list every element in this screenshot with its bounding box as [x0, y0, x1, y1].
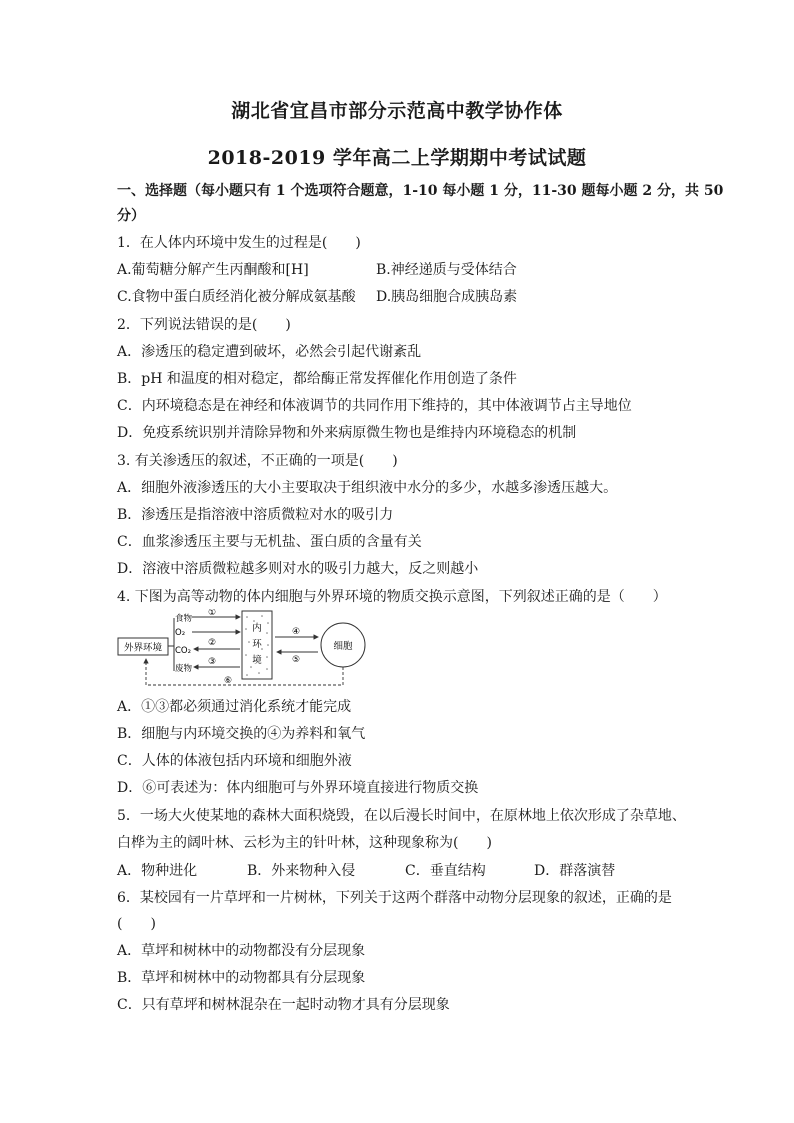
- q6-option-a: A．草坪和树林中的动物都没有分层现象: [117, 943, 366, 959]
- q1-option-d: D.胰岛细胞合成胰岛素: [376, 289, 518, 305]
- q5-option-b: B．外来物种入侵: [247, 863, 356, 879]
- label-n2: ②: [208, 638, 217, 648]
- q5-option-c: C．垂直结构: [405, 863, 486, 879]
- cell-label: 细胞: [333, 641, 353, 652]
- exam-title-line1: 湖北省宜昌市部分示范高中教学协作体: [231, 100, 563, 122]
- q3-option-b: B．渗透压是指溶液中溶质微粒对水的吸引力: [117, 507, 394, 523]
- q4-option-b: B．细胞与内环境交换的④为养料和氧气: [117, 726, 366, 742]
- label-n1: ①: [208, 609, 217, 618]
- q3-option-a: A．细胞外液渗透压的大小主要取决于组织液中水分的多少，水越多渗透压越大。: [117, 480, 618, 496]
- label-waste: 废物: [175, 664, 193, 674]
- label-n3: ③: [208, 657, 217, 667]
- exam-title-line2: 2018-2019 学年高二上学期期中考试试题: [207, 147, 587, 169]
- q4-option-d: D．⑥可表述为：体内细胞可与外界环境直接进行物质交换: [117, 780, 479, 796]
- q4-option-a: A．①③都必须通过消化系统才能完成: [117, 699, 352, 715]
- q3-option-c: C．血浆渗透压主要与无机盐、蛋白质的含量有关: [117, 534, 422, 550]
- q1-option-c: C.食物中蛋白质经消化被分解成氨基酸: [117, 289, 356, 305]
- q3-option-d: D．溶液中溶质微粒越多则对水的吸引力越大，反之则越小: [117, 561, 479, 577]
- q5-option-d: D．群落演替: [534, 863, 616, 879]
- q1-stem: 1．在人体内环境中发生的过程是( ): [117, 235, 361, 251]
- label-o2: O₂: [175, 628, 186, 638]
- label-n4: ④: [292, 627, 301, 637]
- q3-stem: 3. 有关渗透压的叙述，不正确的一项是( ): [117, 453, 398, 469]
- q2-option-c: C．内环境稳态是在神经和体液调节的共同作用下维持的，其中体液调节占主导地位: [117, 398, 632, 414]
- outer-environment-label: 外界环境: [123, 642, 163, 654]
- q6-stem-cont: ( ): [117, 916, 156, 932]
- q2-option-d: D．免疫系统识别并清除异物和外来病原微生物也是维持内环境稳态的机制: [117, 425, 577, 441]
- q4-option-c: C．人体的体液包括内环境和细胞外液: [117, 753, 352, 769]
- inner-label-3: 境: [252, 655, 262, 666]
- section-heading-cont: 分）: [117, 208, 145, 224]
- inner-label-2: 环: [252, 639, 262, 650]
- label-co2: CO₂: [175, 646, 192, 656]
- q1-option-b: B.神经递质与受体结合: [376, 262, 517, 278]
- q2-option-a: A．渗透压的稳定遭到破坏，必然会引起代谢紊乱: [117, 344, 422, 360]
- q6-option-c: C．只有草坪和树林混杂在一起时动物才具有分层现象: [117, 997, 450, 1013]
- q6-stem: 6．某校园有一片草坪和一片树林，下列关于这两个群落中动物分层现象的叙述，正确的是: [117, 890, 672, 906]
- q5-option-a: A．物种进化: [117, 863, 198, 879]
- label-food: 食物: [175, 614, 193, 624]
- q6-option-b: B．草坪和树林中的动物都具有分层现象: [117, 970, 366, 986]
- exchange-diagram: [112, 609, 402, 691]
- label-n6: ⑥: [224, 676, 233, 686]
- q5-stem: 5．一场大火使某地的森林大面积烧毁，在以后漫长时间中，在原林地上依次形成了杂草地、: [117, 808, 686, 824]
- q1-option-a: A.葡萄糖分解产生丙酮酸和[H]: [117, 262, 309, 278]
- label-n5: ⑤: [292, 655, 301, 665]
- q2-option-b: B．pH 和温度的相对稳定，都给酶正常发挥催化作用创造了条件: [117, 371, 517, 387]
- q5-stem-cont: 白桦为主的阔叶林、云杉为主的针叶林，这种现象称为( ): [117, 835, 492, 851]
- q2-stem: 2．下列说法错误的是( ): [117, 317, 291, 333]
- section-heading: 一、选择题（每小题只有 1 个选项符合题意，1-10 每小题 1 分，11-30 题每小题 2 分，共 50: [117, 183, 724, 199]
- inner-label-1: 内: [252, 623, 262, 634]
- q4-stem: 4. 下图为高等动物的体内细胞与外界环境的物质交换示意图，下列叙述正确的是（ ）: [117, 589, 667, 605]
